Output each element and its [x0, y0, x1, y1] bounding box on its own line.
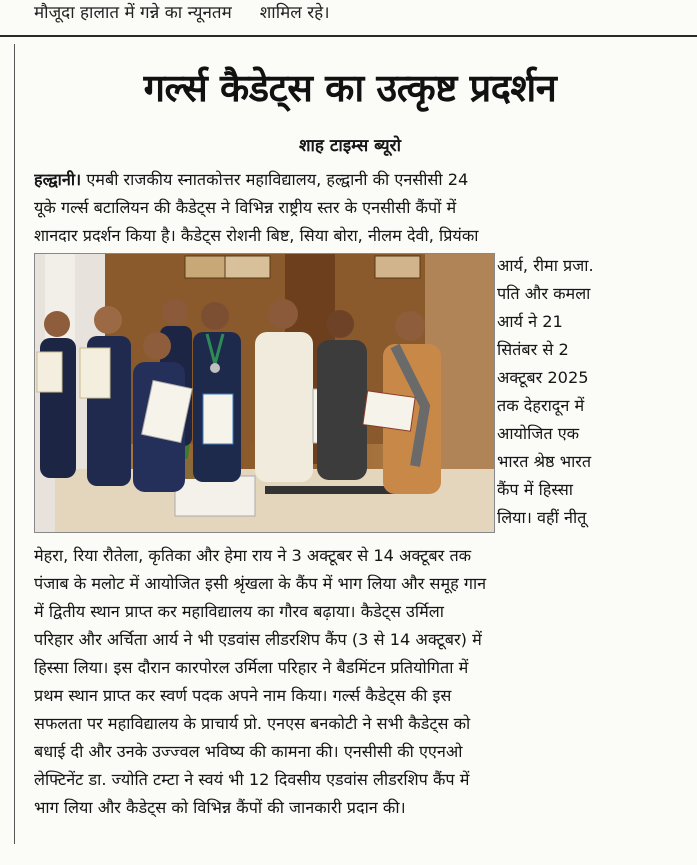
column-line: लिया। वहीं नीतू [497, 508, 587, 527]
body-line: लेफ्टिनेंट डा. ज्योति टम्टा ने स्वयं भी 12 दिवसीय एडवांस लीडरशिप कैंप में [34, 770, 470, 789]
previous-article-snippet [34, 0, 674, 32]
news-photo-cadets [34, 253, 495, 533]
body-line: बधाई दी और उनके उज्ज्वल भविष्य की कामना की। एनसीसी की एएनओ [34, 742, 463, 761]
body-line: यूके गर्ल्स बटालियन की कैडेट्स ने विभिन्न राष्ट्रीय स्तर के एनसीसी कैंपों में [34, 198, 457, 217]
body-line: परिहार और अर्चिता आर्य ने भी एडवांस लीडरशिप कैंप (3 से 14 अक्टूबर) में [34, 630, 482, 649]
body-line: में द्वितीय स्थान प्राप्त कर महाविद्यालय का गौरव बढ़ाया। कैडेट्स उर्मिला [34, 602, 444, 621]
article-dateline: हल्द्वानी। [34, 170, 82, 189]
snippet-right-text: शामिल रहे। [259, 3, 330, 23]
body-line: मेहरा, रिया रौतेला, कृतिका और हेमा राय ने 3 अक्टूबर से 14 अक्टूबर तक [34, 546, 472, 565]
body-line: शानदार प्रदर्शन किया है। कैडेट्स रोशनी बिष्ट, सिया बोरा, नीलम देवी, प्रियंका [34, 226, 479, 245]
body-line: भाग लिया और कैडेट्स को विभिन्न कैंपों की जानकारी प्रदान की। [34, 798, 406, 817]
cadets-photo-illustration [35, 254, 494, 532]
column-line: तक देहरादून में [497, 396, 585, 415]
column-line: सितंबर से 2 [497, 340, 569, 359]
body-line: हल्द्वानी। एमबी राजकीय स्नातकोत्तर महाविद्यालय, हल्द्वानी की एनसीसी 24 [34, 170, 469, 189]
article-byline: शाह टाइम्स ब्यूरो [298, 136, 402, 156]
article-headline: गर्ल्स कैडेट्स का उत्कृष्ट प्रदर्शन [143, 66, 557, 110]
body-line: पंजाब के मलोट में आयोजित इसी श्रृंखला के कैंप में भाग लिया और समूह गान [34, 574, 487, 593]
column-line: अक्टूबर 2025 [497, 368, 589, 387]
snippet-left-text: मौजूदा हालात में गन्ने का न्यूनतम [34, 3, 232, 23]
column-line: आर्य, रीमा प्रजा. [497, 256, 594, 275]
column-line: पति और कमला [497, 284, 591, 303]
column-line: कैंप में हिस्सा [497, 480, 573, 499]
body-line: प्रथम स्थान प्राप्त कर स्वर्ण पदक अपने नाम किया। गर्ल्स कैडेट्स की इस [34, 686, 452, 705]
column-line: आयोजित एक [497, 424, 580, 443]
column-line: आर्य ने 21 [497, 312, 563, 331]
body-line: सफलता पर महाविद्यालय के प्राचार्य प्रो. एनएस बनकोटी ने सभी कैडेट्स को [34, 714, 471, 733]
body-line: हिस्सा लिया। इस दौरान कारपोरल उर्मिला परिहार ने बैडमिंटन प्रतियोगिता में [34, 658, 469, 677]
column-rule-horizontal [0, 35, 697, 37]
column-line: भारत श्रेष्ठ भारत [497, 452, 592, 471]
column-rule-vertical [14, 44, 15, 844]
